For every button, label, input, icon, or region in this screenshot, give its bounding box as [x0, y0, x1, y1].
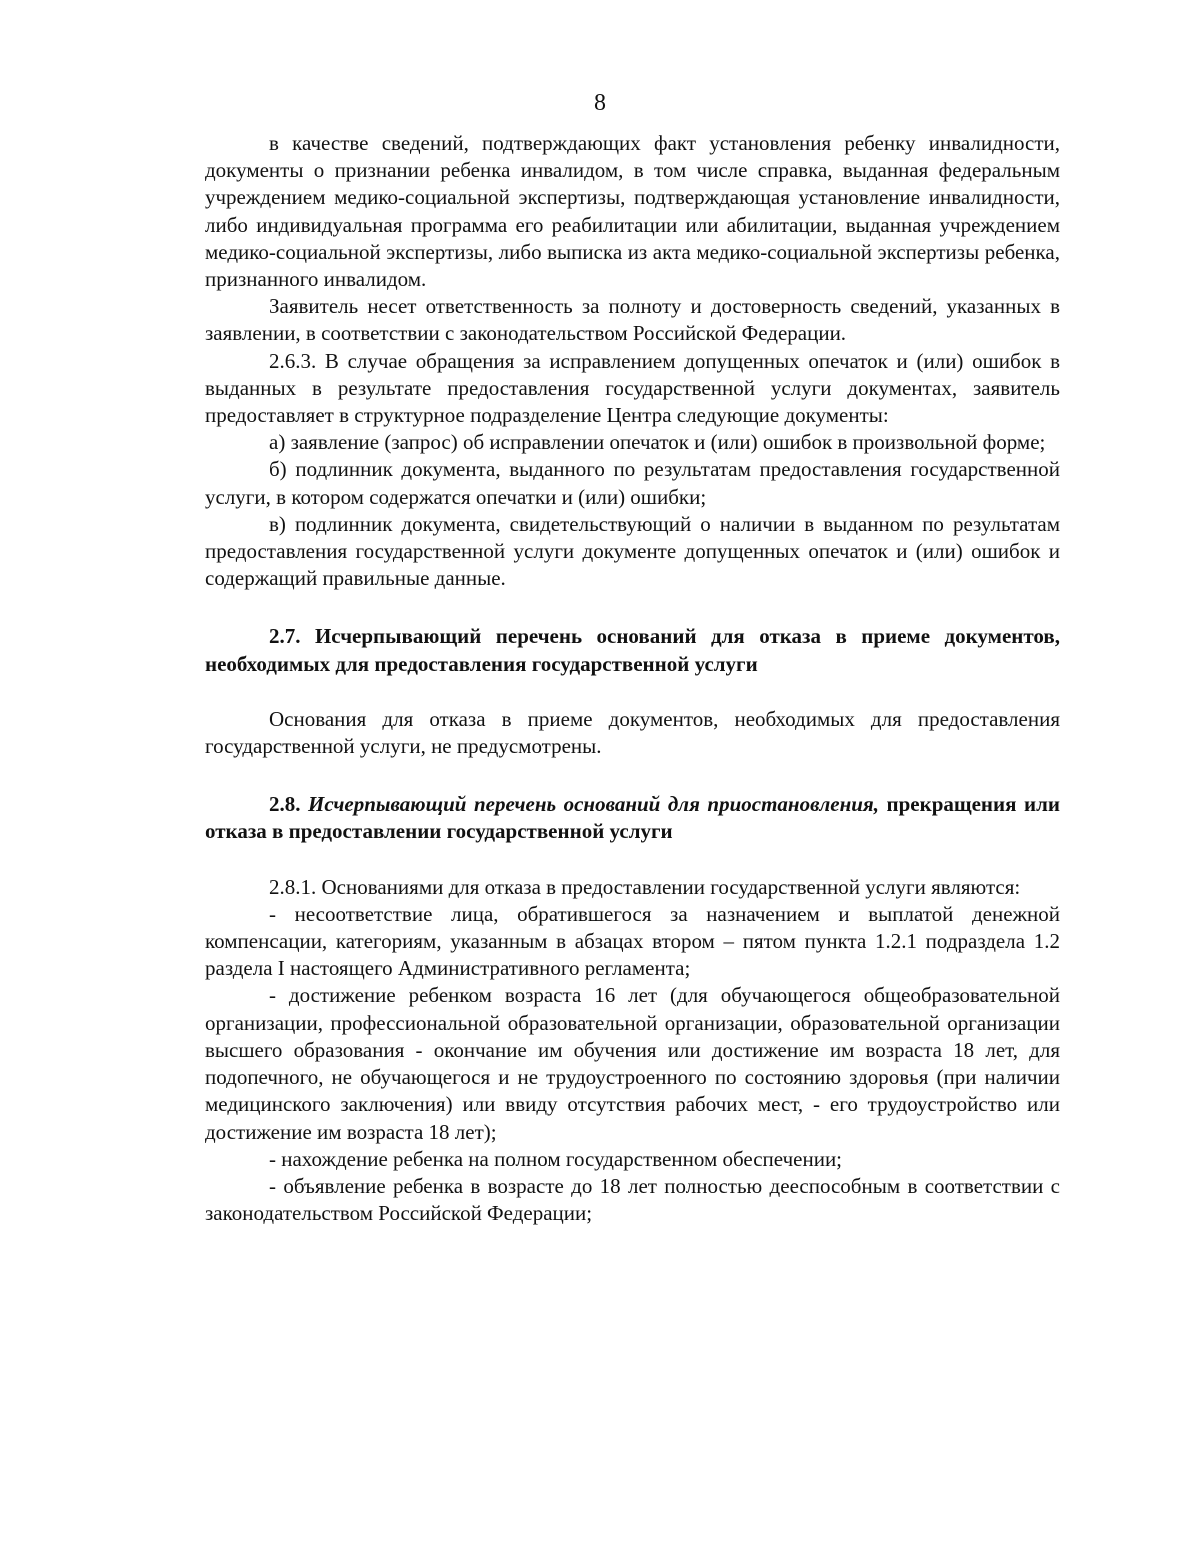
list-item-age-reached: - достижение ребенком возраста 16 лет (для обучающегося общеобразовательной организации, профессиональной образовательной организации, образовательной организации высшего образования - окончание им обучения или достижение им возраста 18 лет, для подопечного, не обучающегося и не трудоустроенного по состоянию здоровья (при наличии медицинского заключения) или ввиду отсутствия рабочих мест, - его трудоустройство или достижение им возраста 18 лет); [205, 983, 1060, 1144]
section-heading-2-8-number: 2.8. [269, 792, 309, 817]
paragraph-2-6-3: 2.6.3. В случае обращения за исправлением допущенных опечаток и (или) ошибок в выданных в результате предоставления государственной услуги документах, заявитель предоставляет в структурное подразделение Центра следующие документы: [205, 348, 1060, 428]
section-heading-2-8-rest: прекращения или отказа в предоставлении государственной услуги [205, 792, 1061, 844]
paragraph-disability-documents: в качестве сведений, подтверждающих факт установления ребенку инвалидности, документы о признании ребенка инвалидом, в том числе справка, выданная федеральным учреждением медико-социальной экспертизы, подтверждающая установление инвалидности, либо индивидуальная программа его реабилитации или абилитации, выданная учреждением медико-социальной экспертизы, либо выписка из акта медико-социальной экспертизы ребенка, признанного инвалидом. [205, 131, 1060, 292]
document-body [205, 130, 1060, 1227]
section-heading-2-7: 2.7. Исчерпывающий перечень оснований для отказа в приеме документов, необходимых для предоставления государственной услуги [205, 624, 1060, 676]
list-item-b: б) подлинник документа, выданного по результатам предоставления государственной услуги, в котором содержатся опечатки и (или) ошибки; [205, 457, 1060, 509]
paragraph-applicant-responsibility: Заявитель несет ответственность за полноту и достоверность сведений, указанных в заявлении, в соответствии с законодательством Российской Федерации. [205, 294, 1060, 346]
paragraph-2-7-text: Основания для отказа в приеме документов, необходимых для предоставления государственной услуги, не предусмотрены. [205, 706, 1060, 759]
list-item-emancipation: - объявление ребенка в возрасте до 18 лет полностью дееспособным в соответствии с законодательством Российской Федерации; [205, 1173, 1060, 1226]
paragraph-2-8-1: 2.8.1. Основаниями для отказа в предоставлении государственной услуги являются: [269, 874, 1021, 899]
page-number: 8 [594, 90, 606, 116]
section-heading-2-8 [205, 791, 1060, 845]
list-item-a: а) заявление (запрос) об исправлении опечаток и (или) ошибок в произвольной форме; [269, 430, 1046, 455]
section-heading-2-8-italic: Исчерпывающий перечень оснований для приостановления, [308, 792, 879, 817]
list-item-category-mismatch: - несоответствие лица, обратившегося за назначением и выплатой денежной компенсации, категориям, указанным в абзацах втором – пятом пункта 1.2.1 подраздела 1.2 раздела I настоящего Административного регламента; [205, 901, 1060, 981]
list-item-c: в) подлинник документа, свидетельствующий о наличии в выданном по результатам предоставления государственной услуги документе допущенных опечаток и (или) ошибок и содержащий правильные данные. [205, 511, 1060, 591]
list-item-state-support: - нахождение ребенка на полном государственном обеспечении; [269, 1146, 843, 1171]
